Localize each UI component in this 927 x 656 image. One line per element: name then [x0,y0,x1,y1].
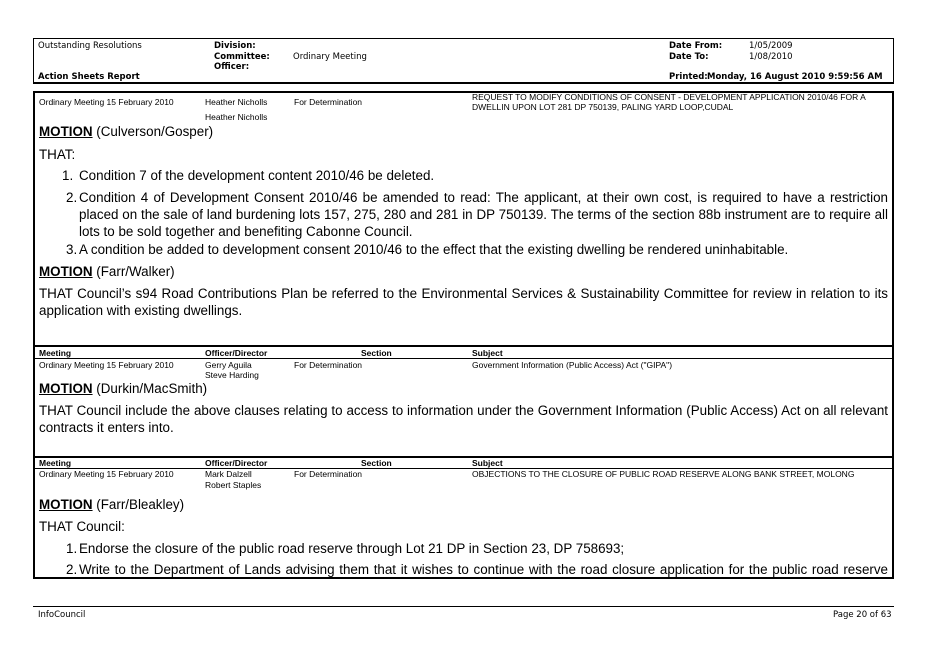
date-from-label: Date From: [669,41,723,51]
item1-that: THAT: [39,147,76,162]
item3-list-text-1: Endorse the closure of the public road reserve through Lot 21 DP in Section 23, DP 758693; [79,541,625,556]
header-top-rule [33,38,894,39]
footer-rule [33,606,894,607]
item3-subject: OBJECTIONS TO THE CLOSURE OF PUBLIC ROAD RESERVE ALONG BANK STREET, MOLONG [472,469,855,479]
report-name: Outstanding Resolutions [38,41,142,51]
item3-meeting: Ordinary Meeting 15 February 2010 [39,469,174,479]
division-label: Division: [214,41,256,51]
motion-keyword: MOTION [39,264,93,279]
col-header-rule-2 [33,456,894,458]
motion-keyword: MOTION [39,381,93,396]
col-meeting: Meeting [39,458,72,468]
item3-that: THAT Council: [39,519,125,534]
item2-section: For Determination [294,360,363,370]
committee-value: Ordinary Meeting [293,52,367,62]
page-number: Page 20 of 63 [833,610,892,620]
body-right-border [892,91,894,578]
col-officer: Officer/Director [205,348,268,358]
item3-list-num-2: 2. [66,562,78,577]
item1-motion2-text: THAT Council’s s94 Road Contributions Plan be referred to the Environmental Services & Sustainability Committee for review in relation to its application with existing dwellings. [39,286,888,318]
date-to-label: Date To: [669,52,709,62]
item3-officer-2: Robert Staples [205,480,262,490]
report-title: Action Sheets Report [38,72,140,82]
motion-movers: (Durkin/MacSmith) [92,381,208,396]
item2-officer-2: Steve Harding [205,370,259,380]
item2-subject: Government Information (Public Access) Act ("GIPA") [472,360,673,370]
item2-meeting: Ordinary Meeting 15 February 2010 [39,360,174,370]
item1-list-num-1: 1. [62,168,74,183]
date-from-value: 1/05/2009 [749,41,793,51]
body-bottom-rule [33,577,894,579]
item3-list-num-1: 1. [66,541,78,556]
motion-keyword: MOTION [39,124,93,139]
col-header-underline-1 [33,358,894,359]
date-to-value: 1/08/2010 [749,52,793,62]
item1-officer-2: Heather Nicholls [205,112,268,122]
col-officer: Officer/Director [205,458,268,468]
col-section: Section [361,348,392,358]
item1-subject: REQUEST TO MODIFY CONDITIONS OF CONSENT - DEVELOPMENT APPLICATION 2010/46 FOR A DWELLIN UPON LOT 281 DP 750139, PALING YARD LOOP,CUDAL [472,92,866,112]
motion-movers: (Farr/Bleakley) [92,497,185,512]
motion-keyword: MOTION [39,497,93,512]
printed-label: Printed: [669,72,708,82]
item2-officer-1: Gerry Aguila [205,360,252,370]
item1-meeting: Ordinary Meeting 15 February 2010 [39,97,174,107]
item1-motion2-heading [39,263,175,280]
col-subject: Subject [472,348,503,358]
officer-label: Officer: [214,62,250,72]
item2-motion-text: THAT Council include the above clauses relating to access to information under the Government Information (Public Access) Act on all relevant contracts it enters into. [39,403,888,435]
item3-list-text-2: Write to the Department of Lands advising them that it wishes to continue with the road closure application for the public road reserve [79,562,888,577]
item3-officer-1: Mark Dalzell [205,469,252,479]
col-subject: Subject [472,458,503,468]
header-right-border [893,38,894,84]
item1-section: For Determination [294,97,363,107]
printed-value: Monday, 16 August 2010 9:59:56 AM [707,72,883,82]
col-section: Section [361,458,392,468]
motion-movers: (Culverson/Gosper) [92,124,214,139]
item3-section: For Determination [294,469,363,479]
footer-left: InfoCouncil [38,610,86,620]
item1-list-num-2: 2. [66,190,78,205]
item2-motion-heading [39,380,207,397]
item1-list-text-2: Condition 4 of Development Consent 2010/46 be amended to read: The applicant, at their own cost, is required to have a restriction placed on the sale of land burdening lots 157, 275, 280 and 281 in DP 750139. The terms of the section 88b instrument are to require all lots to be sold together and benefiting Cabonne Council. [79,190,888,239]
item1-list-num-3: 3. [66,242,78,257]
col-header-rule-1 [33,345,894,347]
col-meeting: Meeting [39,348,72,358]
item1-list-text-1: Condition 7 of the development content 2010/46 be deleted. [79,168,435,183]
motion-movers: (Farr/Walker) [92,264,175,279]
item1-list-text-3: A condition be added to development consent 2010/46 to the effect that the existing dwelling be rendered uninhabitable. [79,242,789,257]
header-left-border [33,38,34,84]
item1-officer-1: Heather Nicholls [205,97,268,107]
committee-label: Committee: [214,52,270,62]
item3-motion-heading [39,496,184,513]
body-left-border [33,91,35,578]
item1-motion-heading [39,123,213,140]
